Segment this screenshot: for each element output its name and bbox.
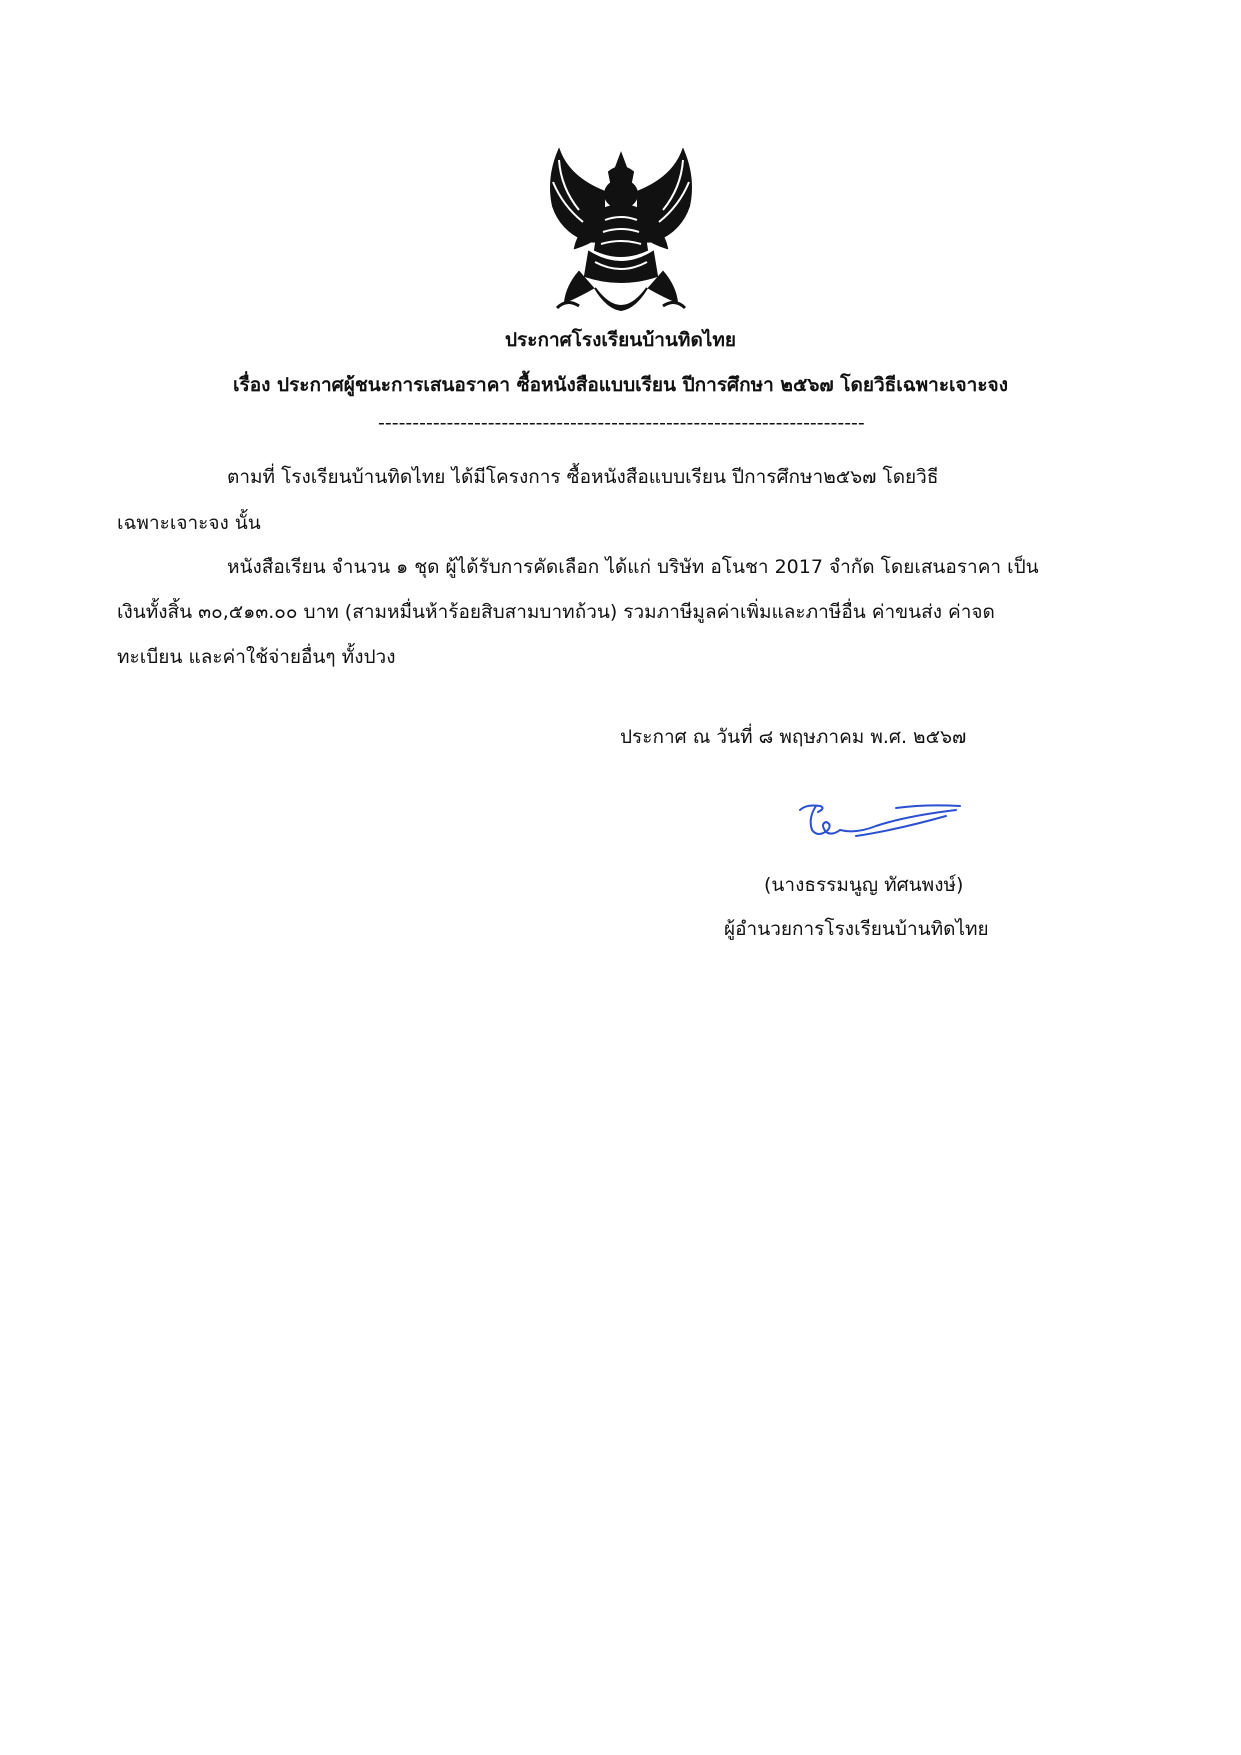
signer-position: ผู้อำนวยการโรงเรียนบ้านทิดไทย	[724, 918, 989, 940]
paragraph-2-line-2: เงินทั้งสิ้น ๓๐,๕๑๓.๐๐ บาท (สามหมื่นห้าร้อยสิบสามบาทถ้วน) รวมภาษีมูลค่าเพิ่มและภาษีอื่น ค่าขนส่ง ค่าจด	[117, 601, 995, 623]
announcement-subject: เรื่อง ประกาศผู้ชนะการเสนอราคา ซื้อหนังสือแบบเรียน ปีการศึกษา ๒๕๖๗ โดยวิธีเฉพาะเจาะจง	[233, 374, 1008, 396]
garuda-emblem-icon	[539, 148, 703, 324]
separator-line: -----------------------------------------------------------------------	[378, 412, 865, 434]
signature-icon	[796, 800, 966, 850]
paragraph-2-line-3: ทะเบียน และค่าใช้จ่ายอื่นๆ ทั้งปวง	[117, 646, 396, 668]
paragraph-1-line-1: ตามที่ โรงเรียนบ้านทิดไทย ได้มีโครงการ ซื้อหนังสือแบบเรียน ปีการศึกษา๒๕๖๗ โดยวิธี	[227, 466, 939, 488]
signer-name: (นางธรรมนูญ ทัศนพงษ์)	[764, 874, 964, 896]
announce-date: ประกาศ ณ วันที่ ๘ พฤษภาคม พ.ศ. ๒๕๖๗	[620, 726, 967, 748]
announcement-title: ประกาศโรงเรียนบ้านทิดไทย	[504, 329, 736, 351]
paragraph-1-line-2: เฉพาะเจาะจง นั้น	[117, 512, 261, 534]
paragraph-2-line-1: หนังสือเรียน จำนวน ๑ ชุด ผู้ได้รับการคัดเลือก ได้แก่ บริษัท อโนชา 2017 จำกัด โดยเสนอราคา เป็น	[227, 556, 1039, 578]
